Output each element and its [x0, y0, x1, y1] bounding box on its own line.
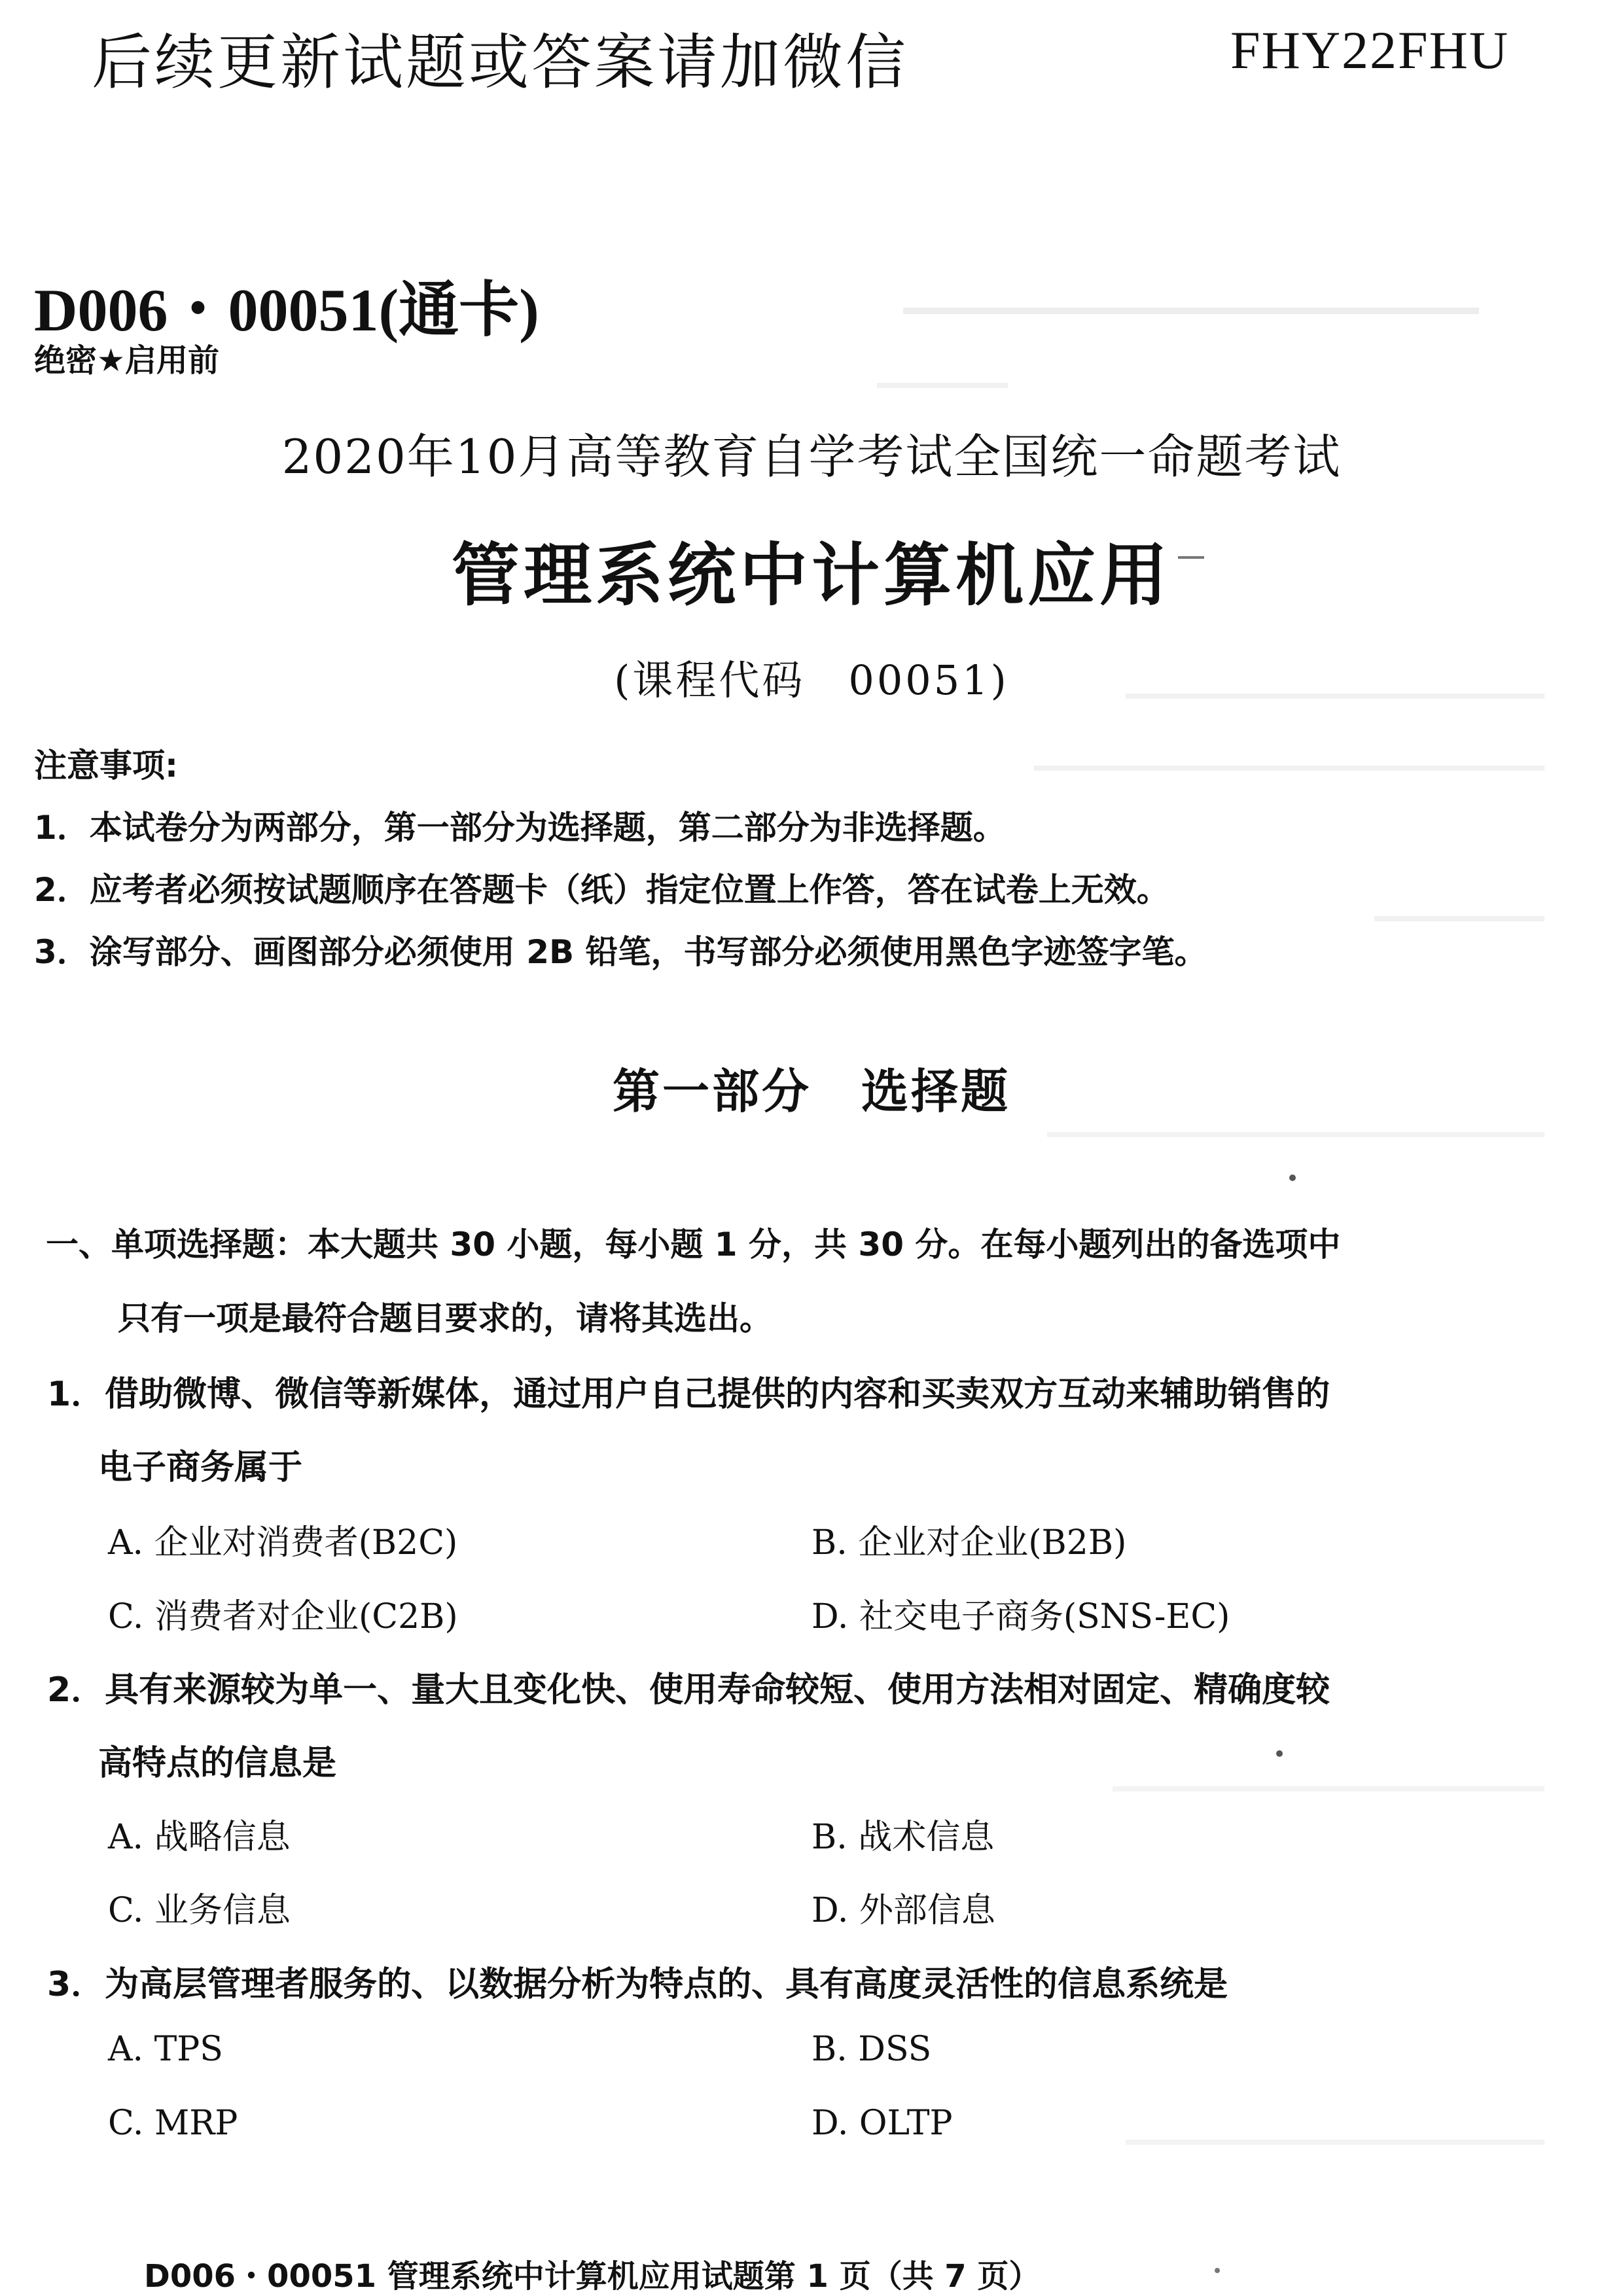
- bleed-line: [903, 308, 1479, 314]
- banner-contact-text: 后续更新试题或答案请加微信: [92, 27, 909, 97]
- question-1-stem-continued: 电子商务属于: [98, 1448, 303, 1487]
- question-2-stem: 2．具有来源较为单一、量大且变化快、使用寿命较短、使用方法相对固定、精确度较: [47, 1670, 1330, 1710]
- paper-code: D006・00051(通卡): [34, 277, 539, 344]
- scan-speck: [1276, 1750, 1283, 1757]
- notice-item: 1．本试卷分为两部分，第一部分为选择题，第二部分为非选择题。: [34, 809, 1006, 847]
- question-1-stem: 1．借助微博、微信等新媒体，通过用户自己提供的内容和买卖双方互动来辅助销售的: [47, 1375, 1330, 1414]
- question-1-option-b: B. 企业对企业(B2B): [812, 1523, 1127, 1563]
- question-3-option-c: C. MRP: [108, 2104, 238, 2143]
- bleed-line: [1113, 1786, 1544, 1792]
- question-2-option-c: C. 业务信息: [108, 1891, 291, 1930]
- banner-wechat-id: FHY22FHU: [1230, 20, 1510, 80]
- bleed-line: [877, 383, 1008, 388]
- question-1-option-c: C. 消费者对企业(C2B): [108, 1597, 458, 1636]
- section-intro: 一、单项选择题：本大题共 30 小题，每小题 1 分，共 30 分。在每小题列出的备选项中: [46, 1226, 1341, 1263]
- bleed-line: [1126, 694, 1544, 699]
- bleed-line: [1126, 2140, 1544, 2145]
- notice-item: 3．涂写部分、画图部分必须使用 2B 铅笔，书写部分必须使用黑色字迹签字笔。: [34, 933, 1207, 971]
- notice-heading: 注意事项:: [34, 747, 178, 785]
- question-3-option-a: A. TPS: [108, 2030, 223, 2069]
- secret-mark: 绝密★启用前: [34, 342, 220, 379]
- question-3-option-d: D. OLTP: [812, 2104, 953, 2143]
- course-code: (课程代码 00051): [614, 656, 1009, 704]
- bleed-line: [1374, 916, 1544, 921]
- question-2-option-a: A. 战略信息: [108, 1818, 291, 1857]
- question-2-stem-continued: 高特点的信息是: [98, 1744, 337, 1783]
- bleed-line: [1034, 766, 1544, 771]
- question-2-option-d: D. 外部信息: [812, 1891, 995, 1930]
- scan-speck: [1289, 1174, 1296, 1181]
- subject-title: 管理系统中计算机应用: [451, 535, 1171, 615]
- exam-title: 2020年10月高等教育自学考试全国统一命题考试: [281, 429, 1342, 484]
- question-1-option-d: D. 社交电子商务(SNS-EC): [812, 1597, 1230, 1636]
- question-2-option-b: B. 战术信息: [812, 1818, 995, 1857]
- bleed-line: [1047, 1132, 1544, 1137]
- question-3-option-b: B. DSS: [812, 2030, 932, 2069]
- notice-item: 2．应考者必须按试题顺序在答题卡（纸）指定位置上作答，答在试卷上无效。: [34, 871, 1169, 909]
- page-footer: D006・00051 管理系统中计算机应用试题第 1 页（共 7 页）: [144, 2258, 1041, 2295]
- section-intro-continued: 只有一项是最符合题目要求的，请将其选出。: [118, 1299, 772, 1337]
- question-1-option-a: A. 企业对消费者(B2C): [108, 1523, 458, 1563]
- scan-speck: [1215, 2268, 1220, 2273]
- part-one-heading: 第一部分 选择题: [612, 1064, 1010, 1119]
- question-3-stem: 3．为高层管理者服务的、以数据分析为特点的、具有高度灵活性的信息系统是: [47, 1965, 1228, 2004]
- scan-speck: [1178, 556, 1204, 559]
